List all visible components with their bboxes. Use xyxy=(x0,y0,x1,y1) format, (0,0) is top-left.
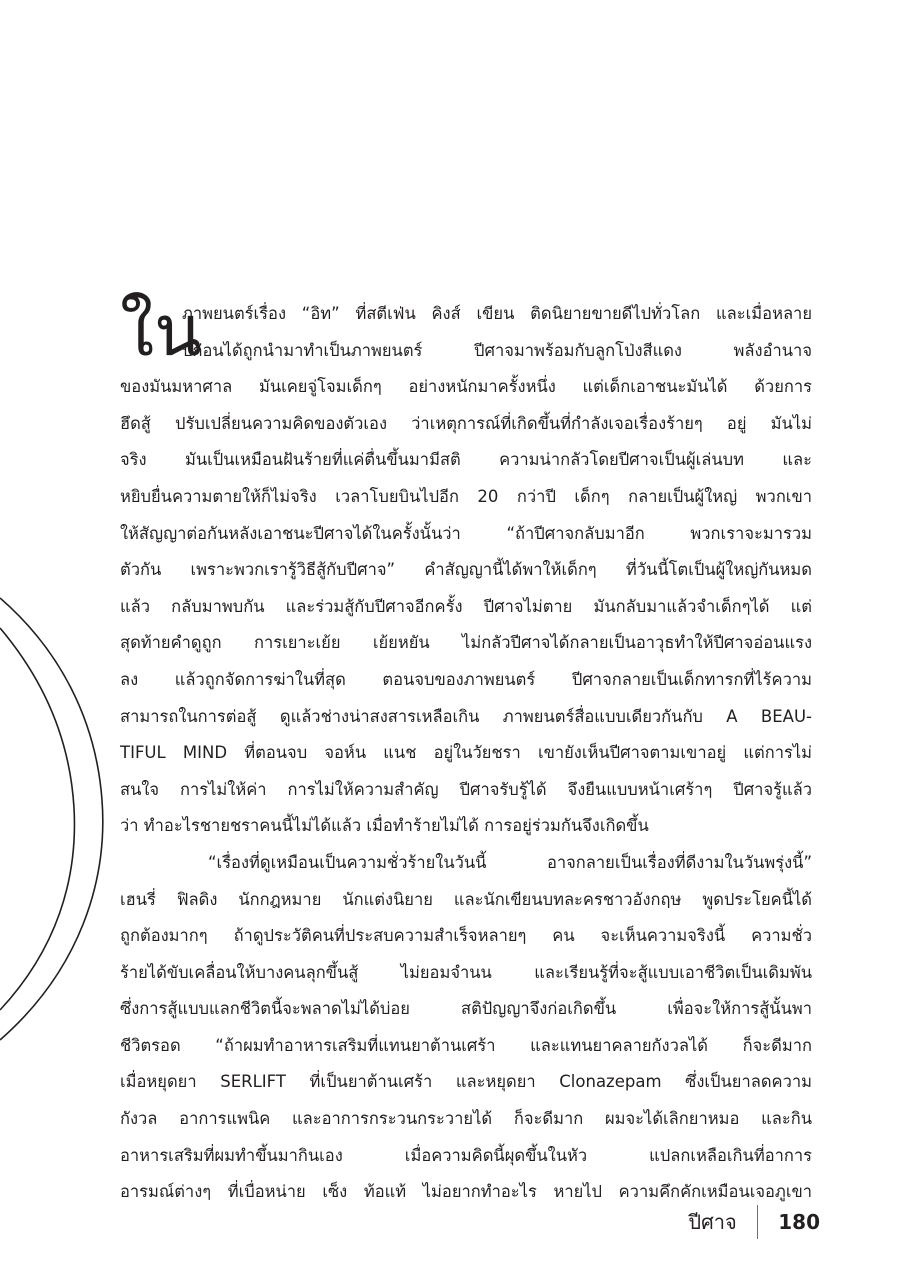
text-line: ให้สัญญาต่อกันหลังเอาชนะปีศาจได้ในครั้งนั้นว่า “ถ้าปีศาจกลับมาอีก พวกเราจะมารวม xyxy=(120,523,812,543)
text-line: “เรื่องที่ดูเหมือนเป็นความชั่วร้ายในวันนี้ อาจกลายเป็นเรื่องที่ดีงามในวันพรุ่งนี้” xyxy=(208,852,812,872)
text-line: ของมันมหาศาล มันเคยจู่โจมเด็กๆ อย่างหนักมาครั้งหนึ่ง แต่เด็กเอาชนะมันได้ ด้วยการ xyxy=(120,377,812,397)
text-line: กังวล อาการแพนิค และอาการกระวนกระวายได้ ก็จะดีมาก ผมจะได้เลิกยาหมอ และกิน xyxy=(120,1109,812,1129)
text-line: เมื่อหยุดยา SERLIFT ที่เป็นยาต้านเศร้า และหยุดยา Clonazepam ซึ่งเป็นยาลดความ xyxy=(120,1072,812,1092)
text-line: สุดท้ายคำดูถูก การเยาะเย้ย เย้ยหยัน ไม่กลัวปีศาจได้กลายเป็นอาวุธทำให้ปีศาจอ่อนแรง xyxy=(120,633,812,653)
drop-cap: ใน xyxy=(120,290,203,372)
text-line: หยิบยื่นความตายให้ก็ไม่จริง เวลาโบยบินไปอีก 20 กว่าปี เด็กๆ กลายเป็นผู้ใหญ่ พวกเขา xyxy=(120,486,812,506)
text-line: ตัวกัน เพราะพวกเรารู้วิธีสู้กับปีศาจ” คำสัญญานี้ได้พาให้เด็กๆ ที่วันนี้โตเป็นผู้ใหญ่กันหมด xyxy=(120,560,812,580)
text-line: ชีวิตรอด “ถ้าผมทำอาหารเสริมที่แทนยาต้านเศร้า และแทนยาคลายกังวลได้ ก็จะดีมาก xyxy=(120,1035,812,1055)
article-body xyxy=(120,290,812,1211)
text-line: ปีก่อนได้ถูกนำมาทำเป็นภาพยนตร์ ปีศาจมาพร้อมกับลูกโป่งสีแดง พลังอำนาจ xyxy=(182,340,812,360)
paragraph-2 xyxy=(120,845,812,1211)
text-line: ร้ายได้ขับเคลื่อนให้บางคนลุกขึ้นสู้ ไม่ยอมจำนน และเรียนรู้ที่จะสู้แบบเอาชีวิตเป็นเดิมพัน xyxy=(120,962,812,982)
footer-divider xyxy=(757,1205,759,1239)
text-line: ลง แล้วถูกจัดการฆ่าในที่สุด ตอนจบของภาพยนตร์ ปีศาจกลายเป็นเด็กทารกที่ไร้ความ xyxy=(120,669,812,689)
text-line: ว่า ทำอะไรชายชราคนนี้ไม่ได้แล้ว เมื่อทำร้ายไม่ได้ การอยู่ร่วมกันจึงเกิดขึ้น xyxy=(120,816,649,836)
text-line: จริง มันเป็นเหมือนฝันร้ายที่แค่ตื่นขึ้นมามีสติ ความน่ากลัวโดยปีศาจเป็นผู้เล่นบท และ xyxy=(120,450,812,470)
page-number: 180 xyxy=(778,1210,820,1234)
text-line: สามารถในการต่อสู้ ดูแล้วช่างน่าสงสารเหลือเกิน ภาพยนตร์สื่อแบบเดียวกันกับ A BEAU- xyxy=(120,706,812,726)
text-line: สนใจ การไม่ให้ค่า การไม่ให้ความสำคัญ ปีศาจรับรู้ได้ จึงยืนแบบหน้าเศร้าๆ ปีศาจรู้แล้ว xyxy=(120,779,812,799)
text-line: ถูกต้องมากๆ ถ้าดูประวัติคนที่ประสบความสำเร็จหลายๆ คน จะเห็นความจริงนี้ ความชั่ว xyxy=(120,926,812,946)
text-line: อารมณ์ต่างๆ ที่เบื่อหน่าย เซ็ง ท้อแท้ ไม่อยากทำอะไร หายไป ความคึกคักเหมือนเจอภูเขา xyxy=(120,1182,812,1202)
decorative-curve xyxy=(0,0,120,1280)
text-line: ฮึดสู้ ปรับเปลี่ยนความคิดของตัวเอง ว่าเหตุการณ์ที่เกิดขึ้นที่กำลังเจอเรื่องร้ายๆ อยู่ มันไม่ xyxy=(120,413,812,433)
text-line: อาหารเสริมที่ผมทำขึ้นมากินเอง เมื่อความคิดนี้ผุดขึ้นในหัว แปลกเหลือเกินที่อาการ xyxy=(120,1145,812,1165)
running-title: ปีศาจ xyxy=(688,1210,737,1234)
text-line: ภาพยนตร์เรื่อง “อิท” ที่สตีเฟ่น คิงส์ เขียน ติดนิยายขายดีไปทั่วโลก และเมื่อหลาย xyxy=(182,304,812,323)
page-footer xyxy=(688,1204,820,1240)
text-line: ซึ่งการสู้แบบแลกชีวิตนี้จะพลาดไม่ได้บ่อย สติปัญญาจึงก่อเกิดขึ้น เพื่อจะให้การสู้นั้นพา xyxy=(120,999,812,1019)
text-line: เฮนรี่ ฟิลดิง นักกฎหมาย นักแต่งนิยาย และนักเขียนบทละครชาวอังกฤษ พูดประโยคนี้ได้ xyxy=(120,889,812,909)
paragraph-1 xyxy=(120,290,812,845)
text-line: TIFUL MIND ที่ตอนจบ จอห์น แนช อยู่ในวัยชรา เขายังเห็นปีศาจตามเขาอยู่ แต่การไม่ xyxy=(120,743,812,763)
text-line: แล้ว กลับมาพบกัน และร่วมสู้กับปีศาจอีกครั้ง ปีศาจไม่ตาย มันกลับมาแล้วจำเด็กๆได้ แต่ xyxy=(120,596,812,616)
